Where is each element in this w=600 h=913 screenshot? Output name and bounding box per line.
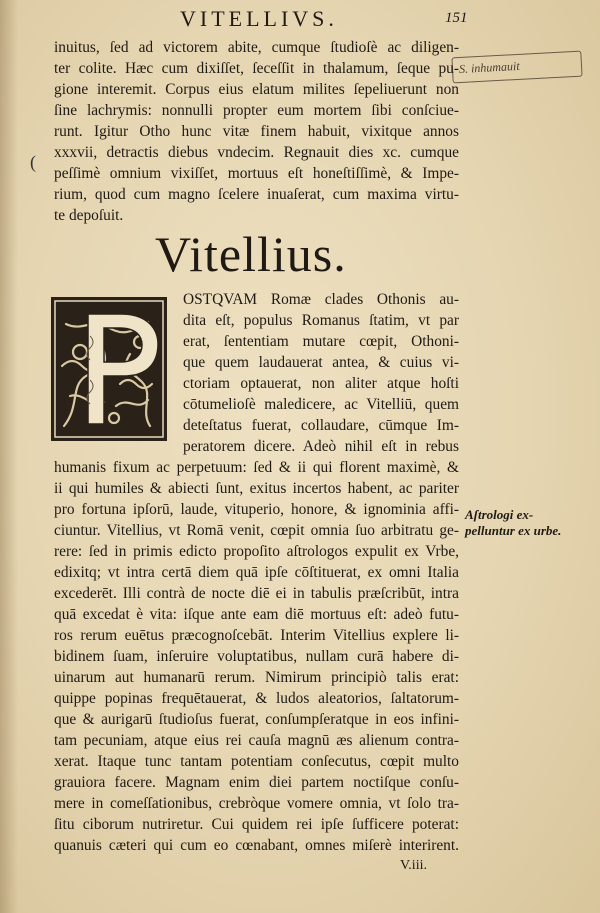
text-line: quā excedat è vita: iſque ante eam diē mortuus eſt: adeò futu- <box>54 606 459 623</box>
text-line: xxxvii, detractis diebus vndecim. Regnauit dies xc. cumque <box>54 144 459 161</box>
text-line: ciuntur. Vitellius, vt Romā venit, cœpit omnia ſuo arbitratu ge- <box>54 522 459 539</box>
page-number: 151 <box>445 10 468 26</box>
text-line: peſſimè omnium vixiſſet, mortuus eſt honeſtiſſimè, & Impe- <box>54 165 459 182</box>
text-line: uinarum aut humanarū rerum. Nimirum principiò talis erat: <box>54 669 459 686</box>
text-line: pro fortuna ipſorū, laude, vituperio, honore, & ignominia affi- <box>54 501 459 518</box>
text-line: grauiora facere. Magnam enim diei partem noctiſque conſu- <box>54 774 459 791</box>
ornamental-initial-p-icon <box>50 296 168 442</box>
margin-tick-mark: ( <box>30 152 36 172</box>
text-line: gione interemit. Corpus eius elatum milites ſepeliuerunt non <box>54 81 459 98</box>
running-head: VITELLIVS. <box>180 6 338 31</box>
text-line: xerat. Itaque tunc tantam potentiam conſecutus, cœpit multo <box>54 753 459 770</box>
page-header <box>0 4 600 32</box>
text-line: runt. Igitur Otho hunc vitæ finem habuit, vixitque annos <box>54 123 459 140</box>
text-line: quippe popinas frequētauerat, & ludos aleatorios, ſaltatorum- <box>54 690 459 707</box>
text-line: que & aurigarū ſtudioſus fuerat, conſumpſeratque in eos infini- <box>54 711 459 728</box>
chapter-title: Vitellius. <box>155 226 347 282</box>
text-line: ii qui humiles & abiecti ſunt, exitus incertos habent, ac pariter <box>54 480 459 497</box>
text-line: quanuis cæteri qui cum eo cœnabant, omnes miſerè interirent. <box>54 837 459 854</box>
text-line: rere: ſed in primis edicto propoſito aſtrologos expulit ex Vrbe, <box>54 543 459 560</box>
text-line: inuitus, ſed ad victorem abite, cumque ſtudioſè ac diligen- <box>54 39 459 56</box>
text-line: deteſtatus fuerat, collaudare, cūmque Im- <box>183 417 459 434</box>
text-line: edixitq; vt intra certā diem quā ipſe cōſtituerat, ex omni Italia <box>54 564 459 581</box>
text-line: peratorem dicere. Adeò nihil eſt in rebus <box>183 438 459 455</box>
text-line: tam pecuniam, atque eius rei cauſa magnū æs alienum contra- <box>54 732 459 749</box>
handwritten-margin-note: S. inhumauit <box>451 51 582 84</box>
text-line: erat, ſententiam mutare cœpit, Othoni- <box>183 333 459 350</box>
text-line: ſine lachrymis: nonnulli propter eum mortem ſibi conſciue- <box>54 102 459 119</box>
decorated-initial <box>50 296 168 442</box>
text-line: ter colite. Hæc cum dixiſſet, ſeceſſit in thalamum, ſeque pu- <box>54 60 459 77</box>
text-line: rium, quod cum magno ſcelere inuaſerat, cum maxima virtu- <box>54 186 459 203</box>
margin-note: Aſtrologi ex-pelluntur ex urbe. <box>465 507 562 538</box>
text-line: bidinem ſuam, inſeruire voluptatibus, nullam curā habere di- <box>54 648 459 665</box>
text-line: mere in comeſſationibus, crebròque vomere omnia, vt ſolo tra- <box>54 795 459 812</box>
text-line: excederēt. Illi contrà de nocte diē ei in tabulis præſcribūt, intra <box>54 585 459 602</box>
gutter-shadow <box>0 0 18 913</box>
text-line: ros rerum euētus præcognoſcebāt. Interim Vitellius explere li- <box>54 627 459 644</box>
text-line: dita eſt, populus Romanus ſtatim, vt par <box>183 312 459 329</box>
text-line: OSTQVAM Romæ clades Othonis au- <box>183 291 459 308</box>
text-line: cōtumelioſè maledicere, ac Vitelliū, quem <box>183 396 459 413</box>
text-line: que quem laudauerat antea, & cuius vi- <box>183 354 459 371</box>
text-line: te depoſuit. <box>54 207 124 224</box>
signature-mark: V.iii. <box>400 858 427 873</box>
text-line: ſitu ciborum nutriretur. Cui quidem rei ipſe ſufficere poterat: <box>54 816 459 833</box>
text-line: humanis fixum ac perpetuum: ſed & ii qui florent maximè, & <box>54 459 459 476</box>
text-line: ctoriam optauerat, non aliter atque hoſti <box>183 375 459 392</box>
